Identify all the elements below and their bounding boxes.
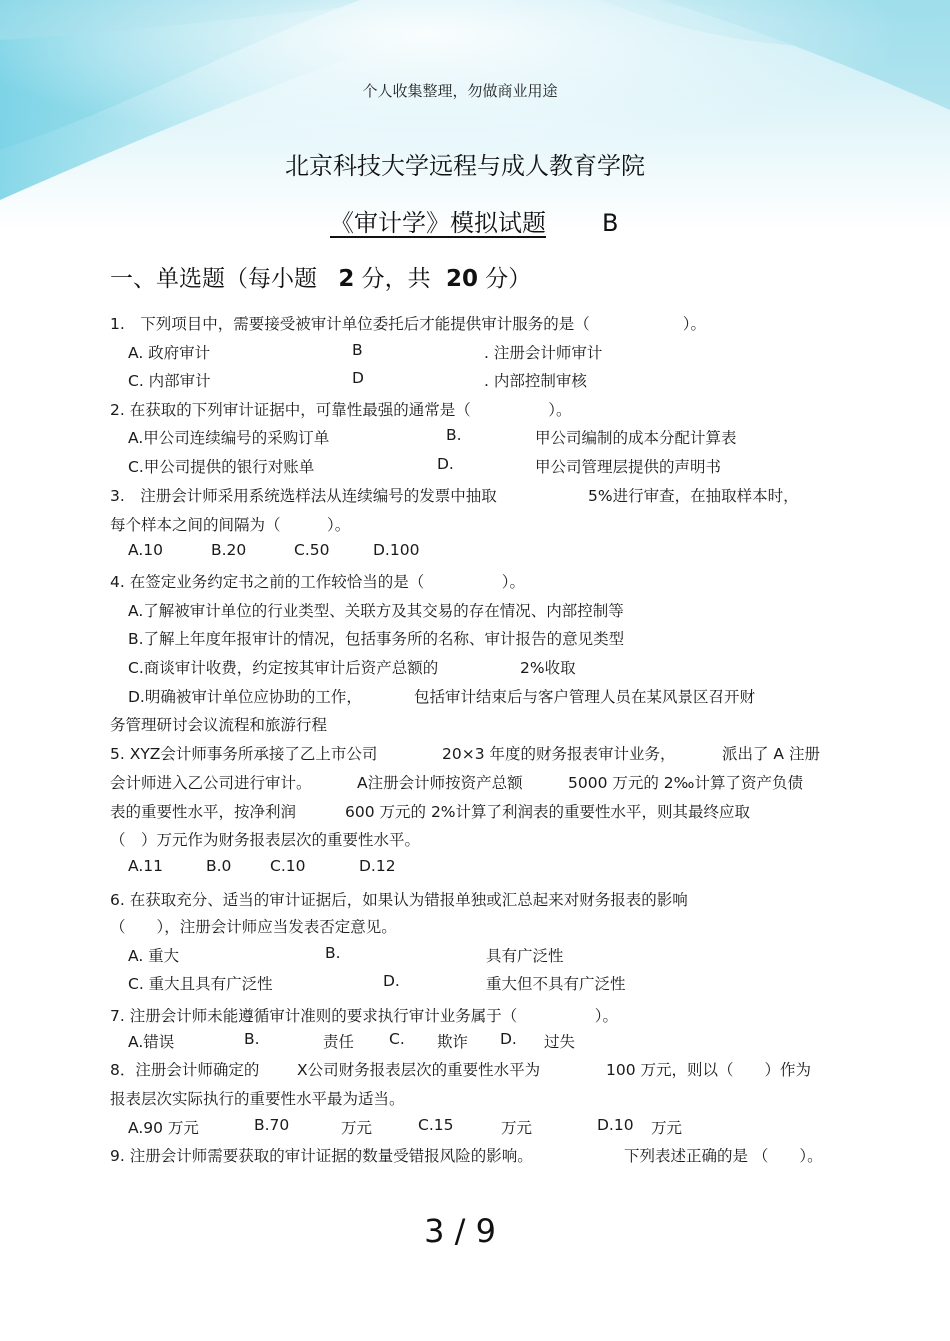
question-2-option-b-letter: B. (446, 426, 462, 444)
exam-title-main: 《审计学》模拟试题 (330, 209, 546, 237)
question-3-option-c: C.50 (294, 541, 330, 559)
question-8-line-1-part-a: 8．注册会计师确定的 (110, 1061, 260, 1079)
question-3-option-b: B.20 (211, 541, 247, 559)
question-9-stem-part-a: 9. 注册会计师需要获取的审计证据的数量受错报风险的影响。 (110, 1147, 533, 1165)
question-8-option-d-unit: 万元 (651, 1119, 683, 1137)
question-5-line-1-part-c: 派出了 A 注册 (722, 745, 820, 763)
question-1-stem: 1. 下列项目中，需要接受被审计单位委托后才能提供审计服务的是（ ）。 (110, 315, 707, 333)
question-8-option-b: B.70 (254, 1116, 290, 1134)
question-3-stem-line-2: 每个样本之间的间隔为（ ）。 (110, 516, 351, 534)
exam-title (330, 203, 618, 238)
question-5-option-c: C.10 (270, 857, 306, 875)
question-1-option-d-text: . 内部控制审核 (484, 372, 587, 390)
question-6-option-a: A. 重大 (128, 947, 180, 965)
question-6-option-d-letter: D. (383, 972, 400, 990)
question-5-line-2-part-c: 5000 万元的 2‰计算了资产负债 (568, 774, 803, 792)
question-8-option-a: A.90 万元 (128, 1119, 199, 1137)
question-8-line-2: 报表层次实际执行的重要性水平最为适当。 (110, 1090, 405, 1108)
question-5-option-a: A.11 (128, 857, 163, 875)
question-3-option-a: A.10 (128, 541, 163, 559)
section-suffix: 分） (485, 266, 532, 292)
watermark-text: 个人收集整理，勿做商业用途 (362, 82, 558, 100)
question-1-option-a: A. 政府审计 (128, 344, 211, 362)
question-4-option-d-part-a: D.明确被审计单位应协助的工作， (128, 688, 362, 706)
question-2-option-d-letter: D. (437, 455, 454, 473)
question-7-option-a: A.错误 (128, 1033, 175, 1051)
question-5-line-2-part-b: A注册会计师按资产总额 (357, 774, 523, 792)
question-7-option-d-text: 过失 (544, 1033, 576, 1051)
question-4-stem: 4. 在签定业务约定书之前的工作较恰当的是（ ）。 (110, 573, 525, 591)
question-1-option-b-text: . 注册会计师审计 (484, 344, 603, 362)
question-7-option-c-letter: C. (389, 1030, 405, 1048)
section-total: 20 (445, 266, 478, 292)
question-6-option-b-text: 具有广泛性 (486, 947, 564, 965)
section-points: 2 (338, 266, 355, 292)
question-1-option-b-letter: B (352, 341, 363, 359)
page-number: 3 / 9 (424, 1212, 496, 1250)
question-6-line-2: （ ），注册会计师应当发表否定意见。 (110, 918, 397, 936)
question-7-option-b-letter: B. (244, 1030, 260, 1048)
question-3-stem-part-b: 5%进行审查，在抽取样本时， (588, 487, 799, 505)
question-1-option-d-letter: D (352, 369, 364, 387)
section-prefix: 一、单选题（每小题 (110, 266, 317, 292)
question-3-option-d: D.100 (373, 541, 420, 559)
school-title: 北京科技大学远程与成人教育学院 (285, 152, 645, 180)
question-5-line-3-part-b: 600 万元的 2%计算了利润表的重要性水平，则其最终应取 (345, 803, 751, 821)
question-8-option-d: D.10 (597, 1116, 634, 1134)
question-5-option-d: D.12 (359, 857, 396, 875)
question-8-line-1-part-c: 100 万元，则以（ ）作为 (606, 1061, 812, 1079)
question-4-option-b: B.了解上年度年报审计的情况，包括事务所的名称、审计报告的意见类型 (128, 630, 625, 648)
question-2-stem: 2. 在获取的下列审计证据中，可靠性最强的通常是（ ）。 (110, 401, 572, 419)
question-6-option-b-letter: B. (325, 944, 341, 962)
question-2-option-d-text: 甲公司管理层提供的声明书 (535, 458, 722, 476)
question-4-option-a: A.了解被审计单位的行业类型、关联方及其交易的存在情况、内部控制等 (128, 602, 624, 620)
question-2-option-b-text: 甲公司编制的成本分配计算表 (535, 429, 737, 447)
question-2-option-c: C.甲公司提供的银行对账单 (128, 458, 315, 476)
question-3-stem-part-a: 3. 注册会计师采用系统选样法从连续编号的发票中抽取 (110, 487, 497, 505)
question-8-option-c-unit: 万元 (501, 1119, 533, 1137)
question-7-option-c-text: 欺诈 (437, 1033, 469, 1051)
question-5-line-1-part-a: 5. XYZ会计师事务所承接了乙上市公司 (110, 745, 378, 763)
question-4-option-d-part-b: 包括审计结束后与客户管理人员在某风景区召开财 (414, 688, 756, 706)
question-6-option-d-text: 重大但不具有广泛性 (486, 975, 626, 993)
question-5-line-1-part-b: 20×3 年度的财务报表审计业务， (442, 745, 676, 763)
question-4-option-d-line-2: 务管理研讨会议流程和旅游行程 (110, 716, 328, 734)
question-6-line-1: 6. 在获取充分、适当的审计证据后，如果认为错报单独或汇总起来对财务报表的影响 (110, 891, 688, 909)
question-4-option-c-part-a: C.商谈审计收费，约定按其审计后资产总额的 (128, 659, 439, 677)
question-6-option-c: C. 重大且具有广泛性 (128, 975, 273, 993)
question-5-option-b: B.0 (206, 857, 232, 875)
question-7-option-d-letter: D. (500, 1030, 517, 1048)
question-1-option-c: C. 内部审计 (128, 372, 211, 390)
section-mid: 分，共 (361, 266, 431, 292)
question-4-option-c-part-b: 2%收取 (520, 659, 576, 677)
question-2-option-a: A.甲公司连续编号的采购订单 (128, 429, 330, 447)
question-8-option-c: C.15 (418, 1116, 454, 1134)
question-7-stem: 7. 注册会计师未能遵循审计准则的要求执行审计业务属于（ ）。 (110, 1007, 618, 1025)
question-9-stem-part-b: 下列表述正确的是 （ ）。 (624, 1147, 823, 1165)
question-5-line-2-part-a: 会计师进入乙公司进行审计。 (110, 774, 312, 792)
section-heading (110, 260, 531, 293)
question-5-line-4: （ ）万元作为财务报表层次的重要性水平。 (110, 831, 421, 849)
question-8-option-b-unit: 万元 (341, 1119, 373, 1137)
question-7-option-b-text: 责任 (323, 1033, 355, 1051)
exam-title-version: B (602, 209, 619, 237)
question-5-line-3-part-a: 表的重要性水平，按净利润 (110, 803, 297, 821)
question-8-line-1-part-b: X公司财务报表层次的重要性水平为 (297, 1061, 541, 1079)
